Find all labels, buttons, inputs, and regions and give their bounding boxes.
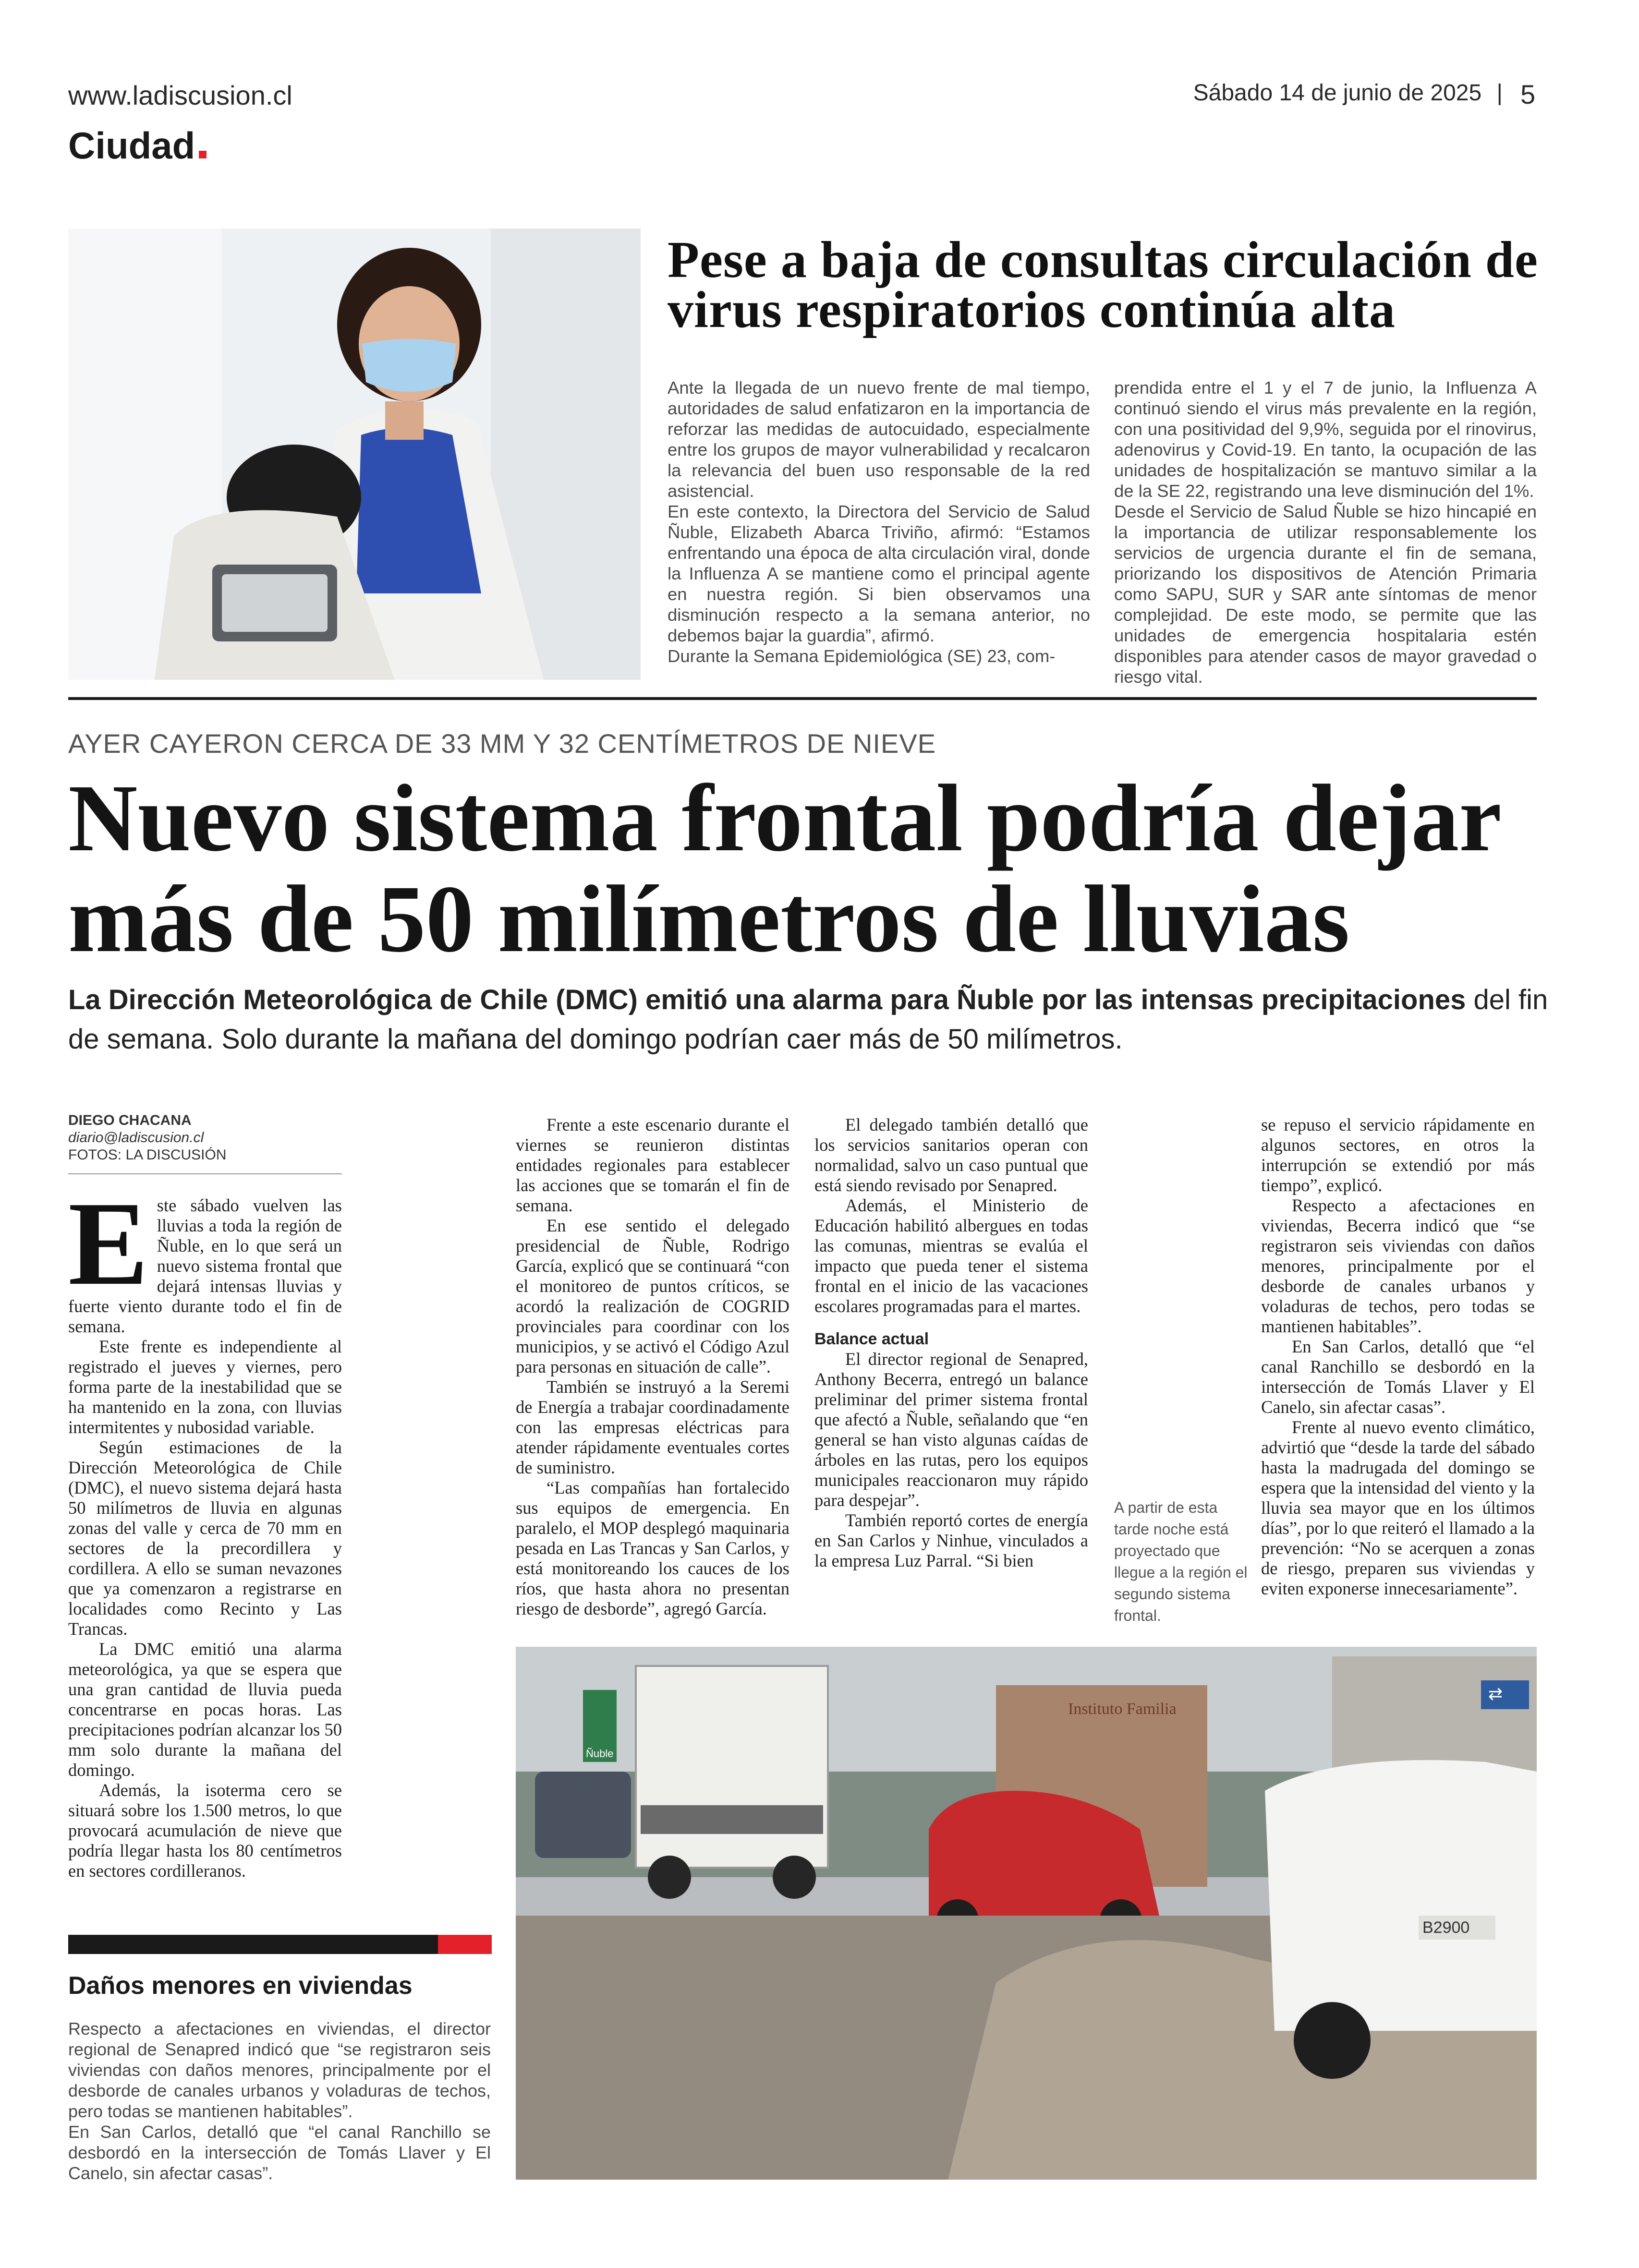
section-title (68, 124, 206, 168)
main-story-paragraph: Además, el Ministerio de Educación habilitó albergues en todas las comunas, mientras se evalúa el impacto que pueda tener el sistema frontal en el inicio de las vacaciones escolares programadas para el martes. (814, 1195, 1088, 1316)
main-story-paragraph: Además, la isoterma cero se situará sobre los 1.500 metros, lo que provocará acumulación de nieve que podría llegar hasta los 80 centímetros en sectores cordilleranos. (68, 1780, 342, 1881)
main-story-column-2 (516, 1115, 789, 1619)
main-story-paragraph: Según estimaciones de la Dirección Meteorológica de Chile (DMC), el nuevo sistema dejará hasta 50 milímetros de lluvia en algunas zonas del valle y cerca de 70 mm en sectores de la precordillera y cordillera. A ello se suman nevazones que ya comenzaron a registrarse en localidades como Recinto y Las Trancas. (68, 1437, 342, 1639)
truck (636, 1666, 828, 1868)
sidebar-title: Daños menores en viviendas (68, 1972, 413, 2000)
top-story-column-right (1114, 377, 1537, 687)
sidebar-bar-accent (438, 1935, 492, 1954)
main-story-paragraph: se repuso el servicio rápidamente en algunos sectores, en otros la interrupción se extendió por más tiempo”, explicó. (1261, 1115, 1535, 1195)
site-url[interactable]: www.ladiscusion.cl (68, 80, 292, 110)
main-story-headline: Nuevo sistema frontal podría dejar más de 50 milímetros de lluvias (68, 765, 1500, 972)
section-accent-dot (199, 151, 206, 158)
sidebar-paragraph: Respecto a afectaciones en viviendas, el director regional de Senapred indicó que “se registraron seis viviendas con daños menores, principalmente por el desborde de canales urbanos y voladuras de techos, pero todas se mantienen habitables”. (68, 2019, 491, 2121)
road-sign-text: Ñuble (586, 1748, 614, 1760)
top-story-paragraph: Desde el Servicio de Salud Ñuble se hizo hincapié en la importancia de utilizar responsablemente los servicios de urgencia durante el fin de semana, priorizando los dispositivos de Atención Primaria como SAPU, SUR y SAR ante síntomas de menor complejidad. De este modo, se permite que las unidades de emergencia hospitalaria estén disponibles para atender casos de mayor gravedad o riesgo vital. (1114, 502, 1537, 687)
main-story-paragraph: El delegado también detalló que los servicios sanitarios operan con normalidad, salvo un caso puntual que está siendo revisado por Senapred. (814, 1115, 1088, 1195)
flooded-street-illustration (516, 1647, 1537, 2180)
top-story-headline: Pese a baja de consultas circulación de virus respiratorios continúa alta (668, 231, 1538, 338)
byline-photos: FOTOS: LA DISCUSIÓN (68, 1147, 227, 1163)
deck-bold: La Dirección Meteorológica de Chile (DMC) emitió una alarma para Ñuble por las intensas precipitaciones (68, 984, 1466, 1015)
main-story-kicker: AYER CAYERON CERCA DE 33 MM Y 32 CENTÍMETROS DE NIEVE (68, 728, 936, 759)
white-pickup (1265, 1760, 1537, 2031)
main-story-paragraph: Respecto a afectaciones en viviendas, Becerra indicó que “se registraron seis viviendas con daños menores, principalmente por el desborde de canales urbanos y voladuras de techos, pero todas se mantienen habitables”. (1261, 1195, 1535, 1336)
main-story-paragraph: La DMC emitió una alarma meteorológica, ya que se espera que una gran cantidad de lluvia pueda concentrarse en pocas horas. Las precipitaciones podrían alcanzar los 50 mm solo durante la mañana del domingo. (68, 1639, 342, 1780)
main-story-paragraph: El director regional de Senapred, Anthony Becerra, entregó un balance preliminar del primer sistema frontal que afectó a Ñuble, señalando que “en general se han visto algunas caídas de árboles en las rutas, pero los equipos municipales reaccionaron muy rápido para despejar”. (814, 1349, 1088, 1510)
sidebar-bar (68, 1935, 438, 1954)
top-story-paragraph: En este contexto, la Directora del Servicio de Salud Ñuble, Elizabeth Abarca Triviño, afirmó: “Estamos enfrentando una época de alta circulación viral, donde la Influenza A se mantiene como el principal agente en nuestra región. Si bien observamos una disminución respecto a la semana anterior, no debemos bajar la guardia”, afirmó. (668, 502, 1090, 645)
main-story-paragraph: También reportó cortes de energía en San Carlos y Ninhue, vinculados a la empresa Luz Parral. “Si bien (814, 1510, 1088, 1570)
license-plate: B2900 (1422, 1918, 1470, 1937)
byline-email[interactable]: diario@ladiscusion.cl (68, 1130, 204, 1146)
arrow-icon: ⇄ (1488, 1684, 1503, 1704)
main-story-column-3 (814, 1115, 1088, 1571)
top-story-paragraph: Ante la llegada de un nuevo frente de mal tiempo, autoridades de salud enfatizaron en la importancia de reforzar las medidas de autocuidado, especialmente entre los grupos de mayor vulnerabilidad y recalcaron la relevancia del buen uso responsable de la red asistencial. (668, 378, 1090, 501)
main-story-paragraph: Frente a este escenario durante el viernes se reunieron distintas entidades regionales para establecer las acciones que se tomarán el fin de semana. (516, 1115, 789, 1215)
page-number: 5 (1520, 79, 1536, 109)
subheading-balance: Balance actual (814, 1330, 929, 1348)
main-story-deck (68, 980, 1571, 1059)
date-separator: | (1496, 80, 1503, 106)
drop-cap: E (68, 1177, 148, 1310)
top-story-paragraph: prendida entre el 1 y el 7 de junio, la Influenza A continuó siendo el virus más prevalente en la región, con una positividad del 9,9%, seguida por el rinovirus, adenovirus y Covid-19. En tanto, la ocupación de las unidades de hospitalización se mantuvo similar a la de la SE 22, registrando una leve disminución del 1%. (1114, 378, 1537, 501)
section-divider (68, 697, 1537, 700)
health-worker-photo (68, 229, 641, 680)
main-story-paragraph: En San Carlos, detalló que “el canal Ranchillo se desbordó en la intersección de Tomás Llaver y El Canelo, sin afectar casas”. (1261, 1337, 1535, 1417)
photo-caption: A partir de esta tarde noche está proyectado que llegue a la región el segundo sistema frontal. (1114, 1499, 1248, 1624)
sidebar-paragraph: En San Carlos, detalló que “el canal Ranchillo se desbordó en la intersección de Tomás Llaver y El Canelo, sin afectar casas”. (68, 2122, 491, 2183)
byline-author: DIEGO CHACANA (68, 1112, 192, 1128)
main-story-paragraph: En ese sentido el delegado presidencial de Ñuble, Rodrigo García, explicó que se continuará “con el monitoreo de puntos críticos, se acordó la realización de COGRID provinciales para coordinar con los municipios, y se activó el Código Azul para personas en situación de calle”. (516, 1216, 789, 1376)
main-story-paragraph: Este frente es independiente al registrado el jueves y viernes, pero forma parte de la inestabilidad que se ha mantenido en la zona, con lluvias intermitentes y nubosidad variable. (68, 1337, 342, 1437)
top-story-column-left (668, 377, 1090, 666)
deck-regular: del fin de semana. Solo durante la mañana del domingo podrían caer más de 50 milímetros. (68, 984, 1548, 1055)
top-story-paragraph: Durante la Semana Epidemiológica (SE) 23, com- (668, 646, 1056, 666)
flooded-street-photo (516, 1647, 1537, 2180)
byline-rule (68, 1173, 342, 1174)
byline (68, 1112, 342, 1164)
main-story-paragraph: “Las compañías han fortalecido sus equipos de emergencia. En paralelo, el MOP desplegó maquinaria pesada en Las Trancas y San Carlos, y está monitoreando los cauces de los ríos, que hasta ahora no presentan riesgo de desborde”, agregó García. (516, 1478, 789, 1618)
main-story-paragraph: También se instruyó a la Seremi de Energía a trabajar coordinadamente con las empresas eléctricas para atender rápidamente eventuales cortes de suministro. (516, 1377, 789, 1477)
section-label: Ciudad (68, 124, 195, 167)
main-story-column-1 (68, 1177, 342, 1881)
date-line (1193, 80, 1503, 106)
sidebar-body (68, 2018, 491, 2184)
main-story-paragraph (68, 1177, 342, 1337)
main-story-paragraph: Frente al nuevo evento climático, advirtió que “desde la tarde del sábado hasta la madrugada del domingo se espera que la intensidad del viento y la lluvia sea mayor que en los últimos días”, por lo que reiteró el llamado a la prevención: “No se acerquen a zonas de riesgo, preparen sus viviendas y eviten exponerse innecesariamente”. (1261, 1417, 1535, 1598)
health-worker-illustration (68, 229, 641, 680)
issue-date: Sábado 14 de junio de 2025 (1193, 80, 1482, 106)
shop-sign: Instituto Familia (1068, 1700, 1177, 1718)
main-story-column-4 (1261, 1115, 1535, 1599)
first-paragraph-text: ste sábado vuelven las lluvias a toda la región de Ñuble, en lo que será un nuevo sistema frontal que dejará intensas lluvias y fuerte viento durante todo el fin de semana. (68, 1195, 342, 1336)
